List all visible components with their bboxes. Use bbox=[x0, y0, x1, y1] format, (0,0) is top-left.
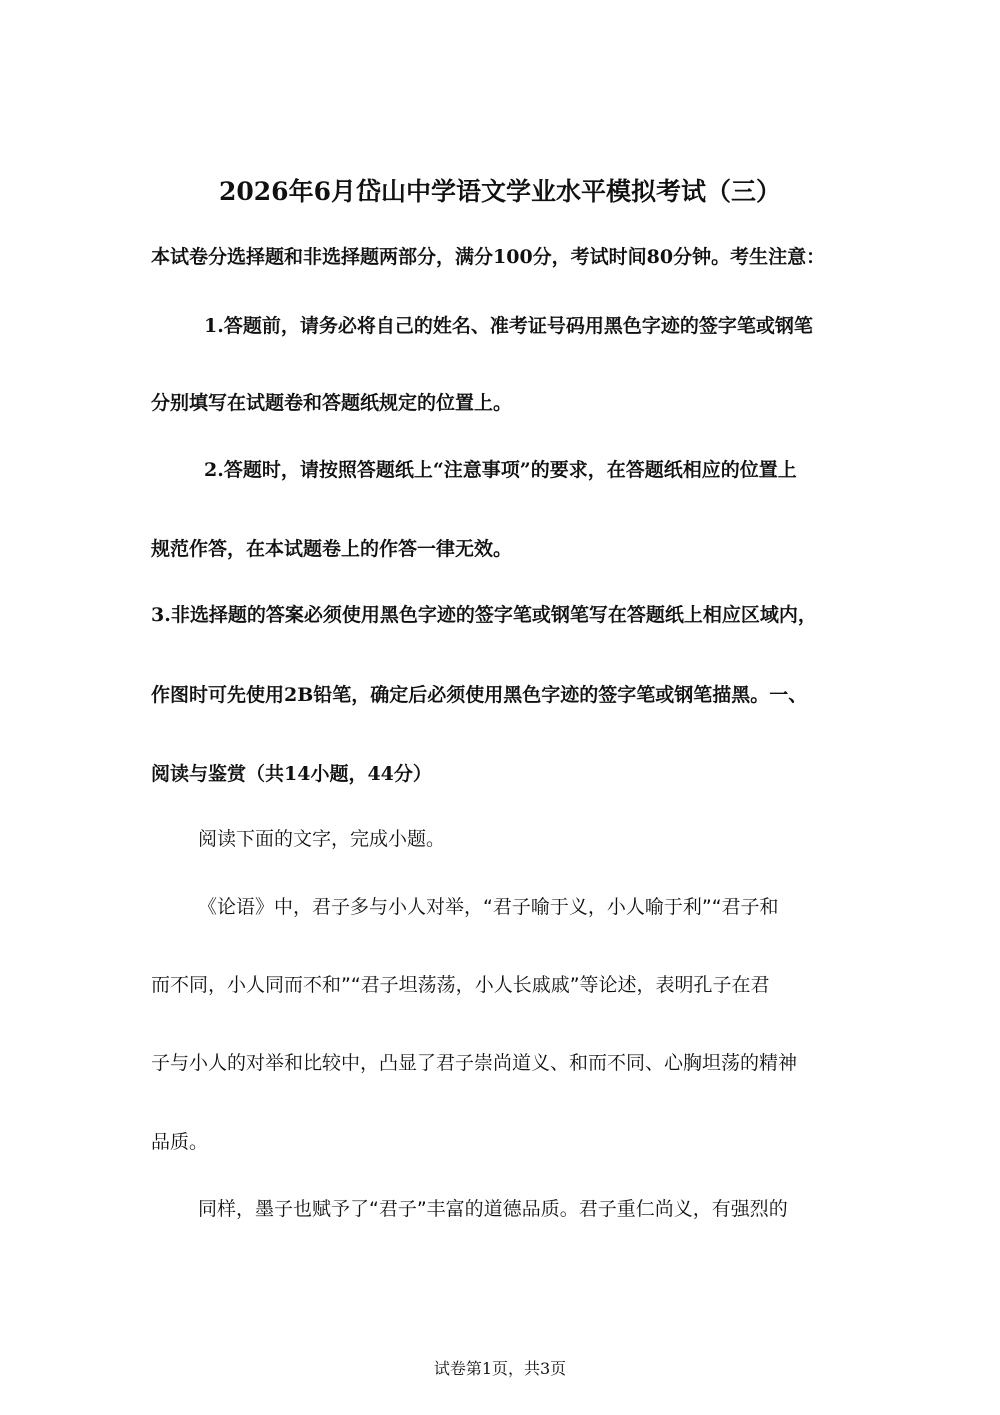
note-1-line-1: 1.答题前，请务必将自己的姓名、准考证号码用黑色字迹的签字笔或钢笔 bbox=[204, 315, 813, 337]
note-3-line-1: 3.非选择题的答案必须使用黑色字迹的签字笔或钢笔写在答题纸上相应区域内， bbox=[151, 604, 817, 626]
note-1-line-2: 分别填写在试题卷和答题纸规定的位置上。 bbox=[151, 392, 513, 414]
page-footer: 试卷第1页，共3页 bbox=[433, 1359, 567, 1378]
paragraph-2-line-1: 同样，墨子也赋予了“君子”丰富的道德品质。君子重仁尚义，有强烈的 bbox=[198, 1198, 788, 1220]
exam-title: 2026年6月岱山中学语文学业水平模拟考试（三） bbox=[219, 177, 781, 206]
section-heading: 阅读与鉴赏（共14小题，44分） bbox=[151, 763, 432, 785]
paragraph-1-line-3: 子与小人的对举和比较中，凸显了君子崇尚道义、和而不同、心胸坦荡的精神 bbox=[151, 1052, 798, 1074]
paragraph-1-line-2: 而不同，小人同而不和”“君子坦荡荡，小人长戚戚”等论述，表明孔子在君 bbox=[151, 974, 770, 996]
note-3-line-2: 作图时可先使用2B铅笔，确定后必须使用黑色字迹的签字笔或钢笔描黑。一、 bbox=[151, 684, 808, 706]
paragraph-1-line-1: 《论语》中，君子多与小人对举，“君子喻于义，小人喻于利”“君子和 bbox=[198, 896, 779, 918]
reading-instruction: 阅读下面的文字，完成小题。 bbox=[198, 828, 446, 850]
paragraph-1-line-4: 品质。 bbox=[151, 1131, 209, 1153]
note-2-line-2: 规范作答，在本试题卷上的作答一律无效。 bbox=[151, 538, 513, 560]
exam-intro: 本试卷分选择题和非选择题两部分，满分100分，考试时间80分钟。考生注意： bbox=[151, 246, 826, 268]
note-2-line-1: 2.答题时，请按照答题纸上“注意事项”的要求，在答题纸相应的位置上 bbox=[204, 459, 797, 481]
